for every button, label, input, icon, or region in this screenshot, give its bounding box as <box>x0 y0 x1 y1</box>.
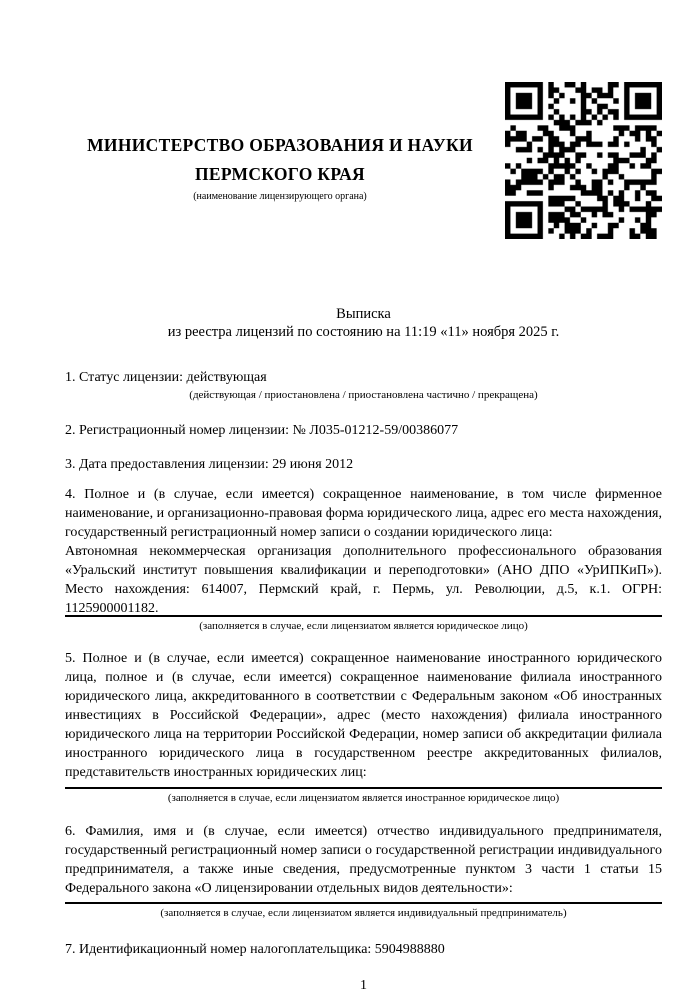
document-title <box>65 305 662 341</box>
item-6-heading: 6. Фамилия, имя и (в случае, если имеется) отчество индивидуального предпринимателя, государственный регистрационный номер записи о государственной регистрации индивидуального предпринимателя, а также иные сведения, предусмотренные пунктом 3 части 1 статьи 15 Федерального закона «О лицензировании отдельных видов деятельности»: <box>65 824 662 896</box>
item-5-foreign-entity <box>65 649 662 782</box>
item-6-caption: (заполняется в случае, если лицензиатом является индивидуальный предприниматель) <box>160 907 567 919</box>
item-4-caption: (заполняется в случае, если лицензиатом является юридическое лицо) <box>199 620 528 632</box>
document-header <box>65 82 662 239</box>
qr-code-icon <box>505 82 662 239</box>
title-line: Выписка <box>336 306 391 322</box>
fill-in-line <box>65 787 662 789</box>
page-number: 1 <box>360 978 367 989</box>
item-3-grant-date: 3. Дата предоставления лицензии: 29 июня 2012 <box>65 457 354 472</box>
item-7-taxpayer-number: 7. Идентификационный номер налогоплательщика: 5904988880 <box>65 942 445 957</box>
item-5-heading: 5. Полное и (в случае, если имеется) сокращенное наименование иностранного юридического лица, полное и (в случае, если имеется) сокращенное наименование филиала иностранного юридического лица, аккредитованного в соответствии с Федеральным законом «Об иностранных инвестициях в Российской Федерации», адрес (место нахождения) филиала иностранного юридического лица на территории Российской Федерации, номер записи об аккредитации филиала иностранного юридического лица в государственном реестре аккредитованных филиалов, представительств иностранных юридических лиц: <box>65 651 662 780</box>
ministry-name-line2: ПЕРМСКОГО КРАЯ <box>195 164 365 184</box>
item-1-license-status: 1. Статус лицензии: действующая <box>65 370 267 385</box>
title-date-line: из реестра лицензий по состоянию на 11:19 «11» ноября 2025 г. <box>167 324 560 340</box>
item-4-heading: 4. Полное и (в случае, если имеется) сокращенное наименование, в том числе фирменное наименование, и организационно-правовая форма юридического лица, адрес его места нахождения, государственный регистрационный номер записи о создании юридического лица: <box>65 487 662 540</box>
item-2-registration-number: 2. Регистрационный номер лицензии: № Л035-01212-59/00386077 <box>65 423 459 438</box>
authority-caption: (наименование лицензирующего органа) <box>193 191 367 202</box>
ministry-name-line1: МИНИСТЕРСТВО ОБРАЗОВАНИЯ И НАУКИ <box>87 135 473 155</box>
item-6-individual-entrepreneur <box>65 822 662 898</box>
item-4-value: Автономная некоммерческая организация дополнительного профессионального образования «Уральский институт повышения квалификации и переподготовки» (АНО ДПО «УрИПКиП»). Место нахождения: 614007, Пермский край, г. Пермь, ул. Революции, д.5, к.1. ОГРН: 1125900001182. <box>65 544 662 616</box>
item-1-caption: (действующая / приостановлена / приостановлена частично / прекращена) <box>189 389 538 401</box>
issuing-authority <box>65 131 495 203</box>
item-5-caption: (заполняется в случае, если лицензиатом является иностранное юридическое лицо) <box>167 792 560 804</box>
fill-in-line <box>65 902 662 904</box>
item-4-legal-entity <box>65 485 662 618</box>
